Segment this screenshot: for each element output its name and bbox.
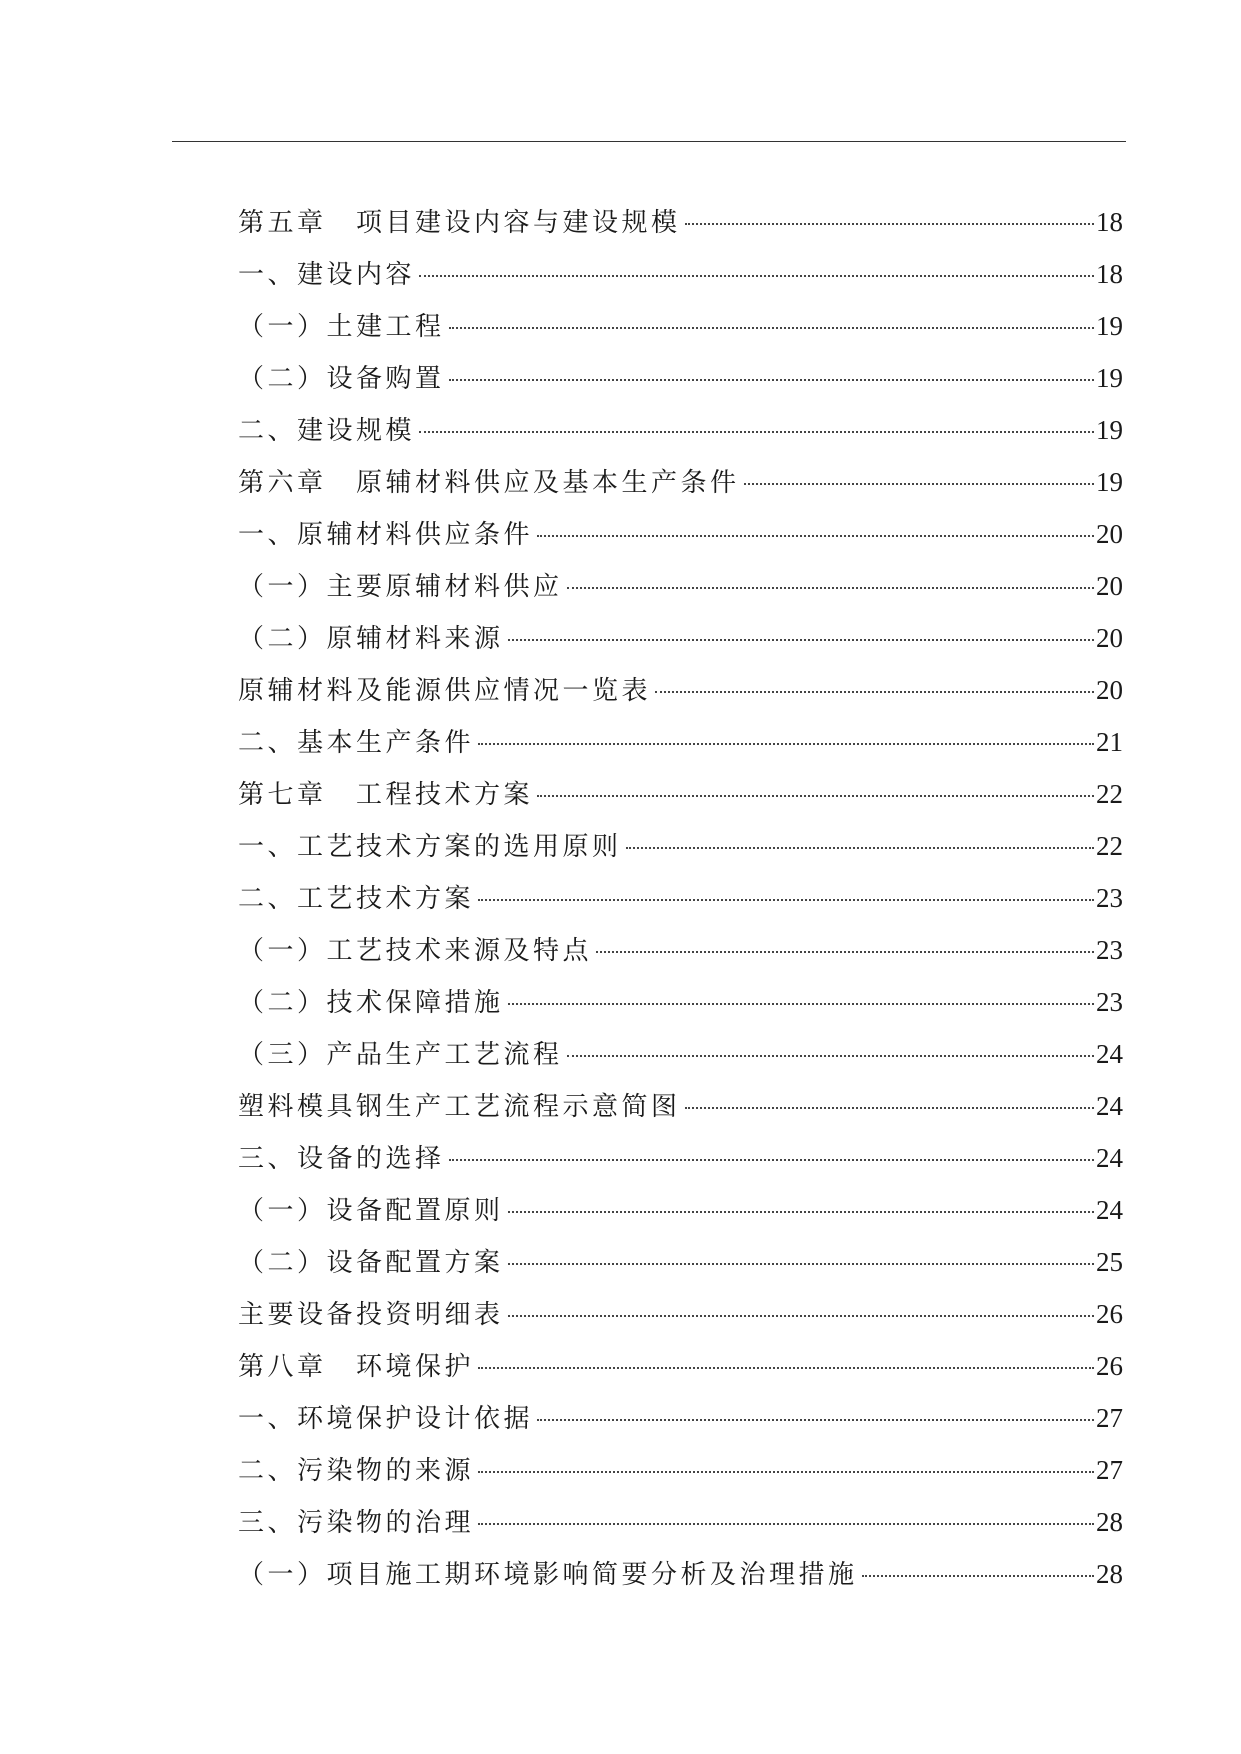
dot-leader xyxy=(419,275,1094,277)
toc-entry-page: 24 xyxy=(1096,1195,1123,1225)
dot-leader xyxy=(655,691,1094,693)
toc-entry-title: （三）产品生产工艺流程 xyxy=(238,1040,563,1070)
toc-entry[interactable] xyxy=(238,1236,1123,1288)
toc-entry[interactable] xyxy=(238,1132,1123,1184)
toc-entry-title: （二）原辅材料来源 xyxy=(238,624,504,654)
toc-entry-title: 第五章 项目建设内容与建设规模 xyxy=(238,208,681,238)
toc-entry[interactable] xyxy=(238,300,1123,352)
toc-entry[interactable] xyxy=(238,716,1123,768)
dot-leader xyxy=(478,743,1094,745)
toc-entry-page: 23 xyxy=(1096,883,1123,913)
toc-entry-title: 一、工艺技术方案的选用原则 xyxy=(238,832,622,862)
toc-entry[interactable] xyxy=(238,560,1123,612)
toc-entry[interactable] xyxy=(238,976,1123,1028)
dot-leader xyxy=(596,951,1094,953)
toc-entry-page: 23 xyxy=(1096,987,1123,1017)
dot-leader xyxy=(478,1471,1094,1473)
toc-entry-page: 25 xyxy=(1096,1247,1123,1277)
dot-leader xyxy=(685,1107,1094,1109)
toc-entry[interactable] xyxy=(238,872,1123,924)
dot-leader xyxy=(508,1211,1094,1213)
toc-entry-page: 22 xyxy=(1096,831,1123,861)
toc-entry-title: 一、建设内容 xyxy=(238,260,416,290)
dot-leader xyxy=(567,587,1094,589)
toc-entry-page: 19 xyxy=(1096,467,1123,497)
toc-entry[interactable] xyxy=(238,820,1123,872)
dot-leader xyxy=(567,1055,1094,1057)
toc-entry-title: 一、原辅材料供应条件 xyxy=(238,520,534,550)
toc-entry-chapter-8[interactable] xyxy=(238,1340,1123,1392)
toc-entry-page: 18 xyxy=(1096,207,1123,237)
dot-leader xyxy=(508,1315,1094,1317)
toc-entry-title: （一）主要原辅材料供应 xyxy=(238,572,563,602)
toc-entry[interactable] xyxy=(238,352,1123,404)
toc-entry-page: 21 xyxy=(1096,727,1123,757)
toc-entry-title: 三、设备的选择 xyxy=(238,1144,445,1174)
toc-entry-page: 27 xyxy=(1096,1403,1123,1433)
toc-entry-title: 主要设备投资明细表 xyxy=(238,1300,504,1330)
toc-entry[interactable] xyxy=(238,1288,1123,1340)
toc-entry-title: （一）项目施工期环境影响简要分析及治理措施 xyxy=(238,1560,858,1590)
dot-leader xyxy=(537,795,1094,797)
toc-entry-title: （一）工艺技术来源及特点 xyxy=(238,936,593,966)
toc-entry[interactable] xyxy=(238,508,1123,560)
toc-entry-title: 一、环境保护设计依据 xyxy=(238,1404,534,1434)
toc-entry-title: （二）技术保障措施 xyxy=(238,988,504,1018)
toc-entry-page: 20 xyxy=(1096,623,1123,653)
toc-entry-title: 第六章 原辅材料供应及基本生产条件 xyxy=(238,468,740,498)
toc-entry-page: 28 xyxy=(1096,1507,1123,1537)
toc-entry-page: 19 xyxy=(1096,311,1123,341)
toc-entry-chapter-7[interactable] xyxy=(238,768,1123,820)
toc-entry[interactable] xyxy=(238,1184,1123,1236)
toc-entry-title: 二、建设规模 xyxy=(238,416,416,446)
toc-entry[interactable] xyxy=(238,1548,1123,1600)
toc-entry[interactable] xyxy=(238,1028,1123,1080)
toc-entry-page: 24 xyxy=(1096,1143,1123,1173)
toc-entry[interactable] xyxy=(238,1496,1123,1548)
toc-entry-title: （二）设备配置方案 xyxy=(238,1248,504,1278)
toc-entry-page: 18 xyxy=(1096,259,1123,289)
toc-entry-title: （一）土建工程 xyxy=(238,312,445,342)
dot-leader xyxy=(626,847,1094,849)
dot-leader xyxy=(508,639,1094,641)
toc-entry-title: （二）设备购置 xyxy=(238,364,445,394)
toc-entry[interactable] xyxy=(238,1080,1123,1132)
toc-entry-chapter-6[interactable] xyxy=(238,456,1123,508)
toc-entry-chapter-5[interactable] xyxy=(238,196,1123,248)
toc-entry[interactable] xyxy=(238,612,1123,664)
toc-entry-page: 28 xyxy=(1096,1559,1123,1589)
toc-entry-title: 原辅材料及能源供应情况一览表 xyxy=(238,676,652,706)
dot-leader xyxy=(478,1523,1094,1525)
dot-leader xyxy=(419,431,1094,433)
toc-entry-page: 24 xyxy=(1096,1039,1123,1069)
toc-entry[interactable] xyxy=(238,248,1123,300)
toc-entry-page: 22 xyxy=(1096,779,1123,809)
toc-entry-page: 19 xyxy=(1096,363,1123,393)
toc-entry-title: 二、基本生产条件 xyxy=(238,728,475,758)
toc-entry-title: 三、污染物的治理 xyxy=(238,1508,475,1538)
dot-leader xyxy=(744,483,1094,485)
dot-leader xyxy=(685,223,1094,225)
header-rule xyxy=(172,141,1126,142)
toc-entry-page: 19 xyxy=(1096,415,1123,445)
toc-entry-page: 20 xyxy=(1096,571,1123,601)
toc-entry[interactable] xyxy=(238,1392,1123,1444)
dot-leader xyxy=(508,1003,1094,1005)
dot-leader xyxy=(478,1367,1094,1369)
dot-leader xyxy=(537,1419,1094,1421)
table-of-contents xyxy=(238,196,1123,1600)
dot-leader xyxy=(449,379,1094,381)
toc-entry[interactable] xyxy=(238,404,1123,456)
dot-leader xyxy=(537,535,1094,537)
toc-entry-title: 二、工艺技术方案 xyxy=(238,884,475,914)
toc-entry-title: 塑料模具钢生产工艺流程示意简图 xyxy=(238,1092,681,1122)
dot-leader xyxy=(478,899,1094,901)
toc-entry-title: （一）设备配置原则 xyxy=(238,1196,504,1226)
dot-leader xyxy=(449,327,1094,329)
toc-entry-page: 26 xyxy=(1096,1299,1123,1329)
toc-entry[interactable] xyxy=(238,924,1123,976)
toc-entry[interactable] xyxy=(238,1444,1123,1496)
toc-entry-page: 24 xyxy=(1096,1091,1123,1121)
dot-leader xyxy=(508,1263,1094,1265)
toc-entry[interactable] xyxy=(238,664,1123,716)
toc-entry-page: 27 xyxy=(1096,1455,1123,1485)
toc-entry-page: 20 xyxy=(1096,519,1123,549)
dot-leader xyxy=(862,1575,1094,1577)
toc-entry-title: 第七章 工程技术方案 xyxy=(238,780,534,810)
dot-leader xyxy=(449,1159,1094,1161)
toc-entry-title: 二、污染物的来源 xyxy=(238,1456,475,1486)
toc-entry-page: 20 xyxy=(1096,675,1123,705)
toc-entry-title: 第八章 环境保护 xyxy=(238,1352,475,1382)
toc-entry-page: 23 xyxy=(1096,935,1123,965)
toc-entry-page: 26 xyxy=(1096,1351,1123,1381)
